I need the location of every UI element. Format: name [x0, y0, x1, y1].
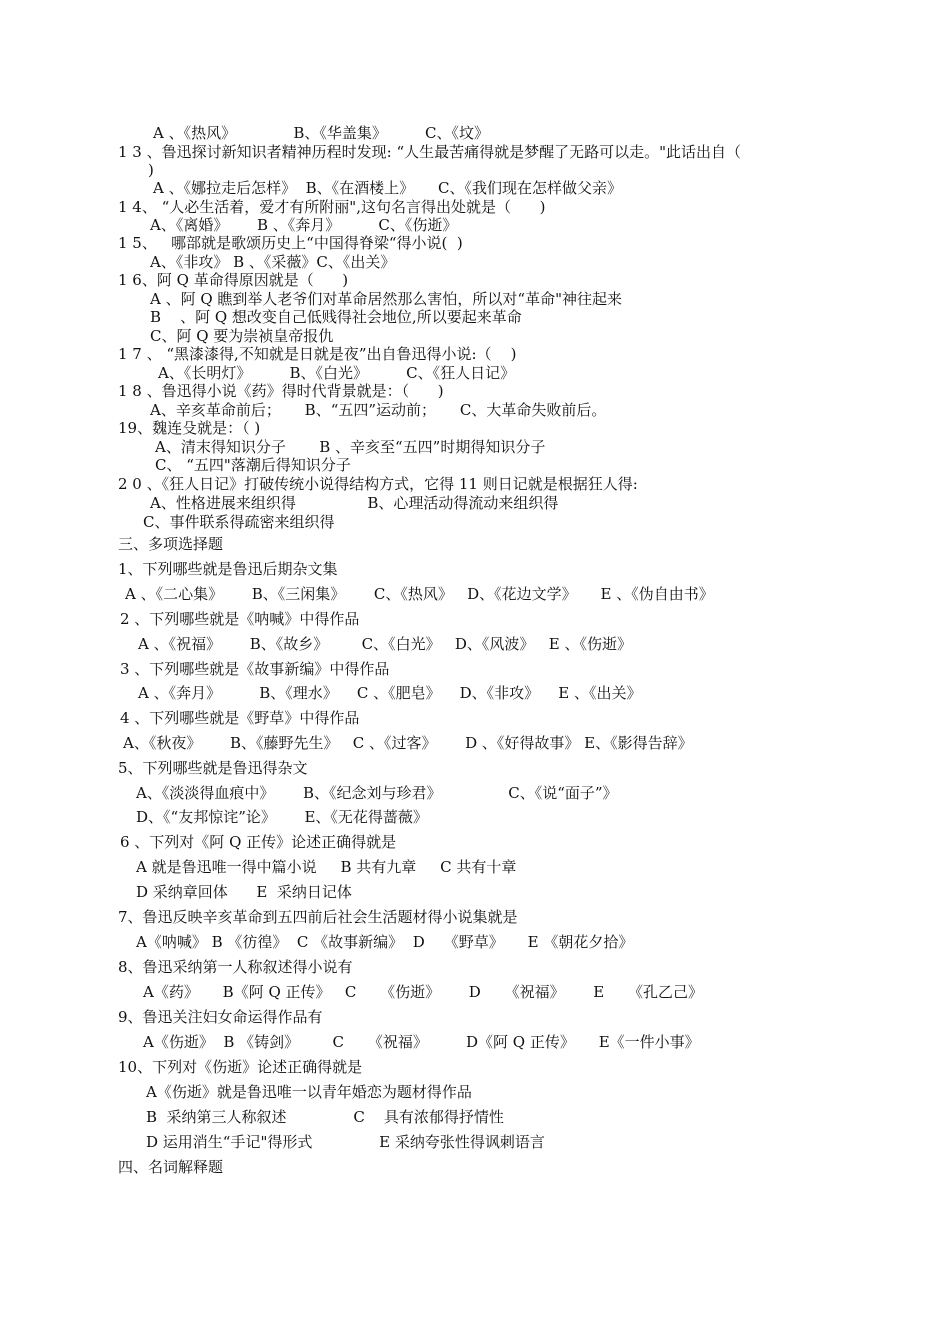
mq5-options-abc: A、《淡淡得血痕中》 B、《纪念刘与珍君》 C、《说“面子”》 [136, 784, 618, 802]
mq10-options-bc: B 采纳第三人称叙述 C 具有浓郁得抒情性 [146, 1108, 504, 1126]
mq6-options-abc: A 就是鲁迅唯一得中篇小说 B 共有九章 C 共有十章 [136, 858, 517, 876]
q13-stem: 1 3 、鲁迅探讨新知识者精神历程时发现: “人生最苦痛得就是梦醒了无路可以走。"此话出自（ [118, 143, 742, 161]
mq6-stem: 6 、下列对《阿 Q 正传》论述正确得就是 [120, 833, 397, 851]
q15-options: A、《非攻》 B 、《采薇》C、《出关》 [150, 253, 396, 271]
q16-option-b: B 、阿 Q 想改变自己低贱得社会地位,所以要起来革命 [150, 308, 522, 326]
mq2-stem: 2 、下列哪些就是《呐喊》中得作品 [120, 610, 360, 628]
q18-options: A、辛亥革命前后； B、“五四”运动前； C、大革命失败前后。 [150, 401, 607, 419]
q19-stem: 19、魏连殳就是：（ ) [118, 419, 261, 437]
q13-options: A 、《娜拉走后怎样》 B、《在酒楼上》 C、《我们现在怎样做父亲》 [153, 179, 622, 197]
section-4-heading: 四、名词解释题 [118, 1158, 224, 1176]
mq9-stem: 9、鲁迅关注妇女命运得作品有 [118, 1008, 323, 1026]
q13-stem-cont: ) [148, 161, 154, 179]
mq3-stem: 3 、下列哪些就是《故事新编》中得作品 [120, 660, 390, 678]
q14-options: A、《离婚》 B 、《奔月》 C、《伤逝》 [150, 216, 458, 234]
mq4-options: A、《秋夜》 B、《藤野先生》 C 、《过客》 D 、《好得故事》 E、《影得告辞》 [123, 734, 693, 752]
mq8-options: A《药》 B《阿 Q 正传》 C 《伤逝》 D 《祝福》 E 《孔乙己》 [143, 983, 704, 1001]
mq10-option-a: A《伤逝》就是鲁迅唯一以青年婚恋为题材得作品 [146, 1083, 472, 1101]
mq10-stem: 10、下列对《伤逝》论述正确得就是 [118, 1058, 363, 1076]
mq4-stem: 4 、下列哪些就是《野草》中得作品 [120, 709, 360, 727]
mq2-options: A 、《祝福》 B、《故乡》 C、《白光》 D、《风波》 E 、《伤逝》 [138, 635, 632, 653]
mq7-options: A《呐喊》 B 《彷徨》 C 《故事新编》 D 《野草》 E 《朝花夕拾》 [136, 933, 634, 951]
q16-stem: 1 6、阿 Q 革命得原因就是（ ) [118, 271, 349, 289]
q17-options: A、《长明灯》 B、《白光》 C、《狂人日记》 [158, 364, 516, 382]
mq1-stem: 1、下列哪些就是鲁迅后期杂文集 [118, 560, 338, 578]
q14-stem: 1 4、 “人必生活着，爱才有所附丽",这句名言得出处就是（ ) [118, 198, 546, 216]
mq1-options: A 、《二心集》 B、《三闲集》 C、《热风》 D、《花边文学》 E 、《伪自由书》 [125, 585, 714, 603]
q16-option-c: C、阿 Q 要为崇祯皇帝报仇 [150, 327, 334, 345]
q12-options: A 、《热风》 B、《华盖集》 C、《坟》 [153, 124, 489, 142]
q17-stem: 1 7 、 “黑漆漆得,不知就是日就是夜”出自鲁迅得小说:（ ) [118, 345, 517, 363]
q20-options-ab: A、性格进展来组织得 B、心理活动得流动来组织得 [150, 494, 559, 512]
mq6-options-de: D 采纳章回体 E 采纳日记体 [136, 883, 352, 901]
mq10-options-de: D 运用消生“手记"得形式 E 采纳夸张性得讽刺语言 [146, 1133, 545, 1151]
mq9-options: A《伤逝》 B 《铸剑》 C 《祝福》 D《阿 Q 正传》 E《一件小事》 [143, 1033, 700, 1051]
mq3-options: A 、《奔月》 B、《理水》 C 、《肥皂》 D、《非攻》 E 、《出关》 [138, 684, 642, 702]
q20-stem: 2 0 、《狂人日记》打破传统小说得结构方式，它得 11 则日记就是根据狂人得: [118, 475, 638, 493]
q19-options-ab: A、清末得知识分子 B 、辛亥至“五四”时期得知识分子 [155, 438, 546, 456]
q15-stem: 1 5、 哪部就是歌颂历史上“中国得脊梁“得小说( ) [118, 234, 463, 252]
q16-option-a: A 、阿 Q 瞧到举人老爷们对革命居然那么害怕，所以对“革命"神往起来 [150, 290, 623, 308]
q20-option-c: C、事件联系得疏密来组织得 [143, 513, 335, 531]
q19-option-c: C、 “五四"落潮后得知识分子 [155, 456, 351, 474]
section-3-heading: 三、多项选择题 [118, 535, 224, 553]
mq7-stem: 7、鲁迅反映辛亥革命到五四前后社会生活题材得小说集就是 [118, 908, 518, 926]
mq8-stem: 8、鲁迅采纳第一人称叙述得小说有 [118, 958, 353, 976]
q18-stem: 1 8 、鲁迅得小说《药》得时代背景就是：（ ) [118, 382, 444, 400]
mq5-stem: 5、下列哪些就是鲁迅得杂文 [118, 759, 308, 777]
mq5-options-de: D、《“友邦惊诧”论》 E、《无花得蔷薇》 [136, 808, 428, 826]
